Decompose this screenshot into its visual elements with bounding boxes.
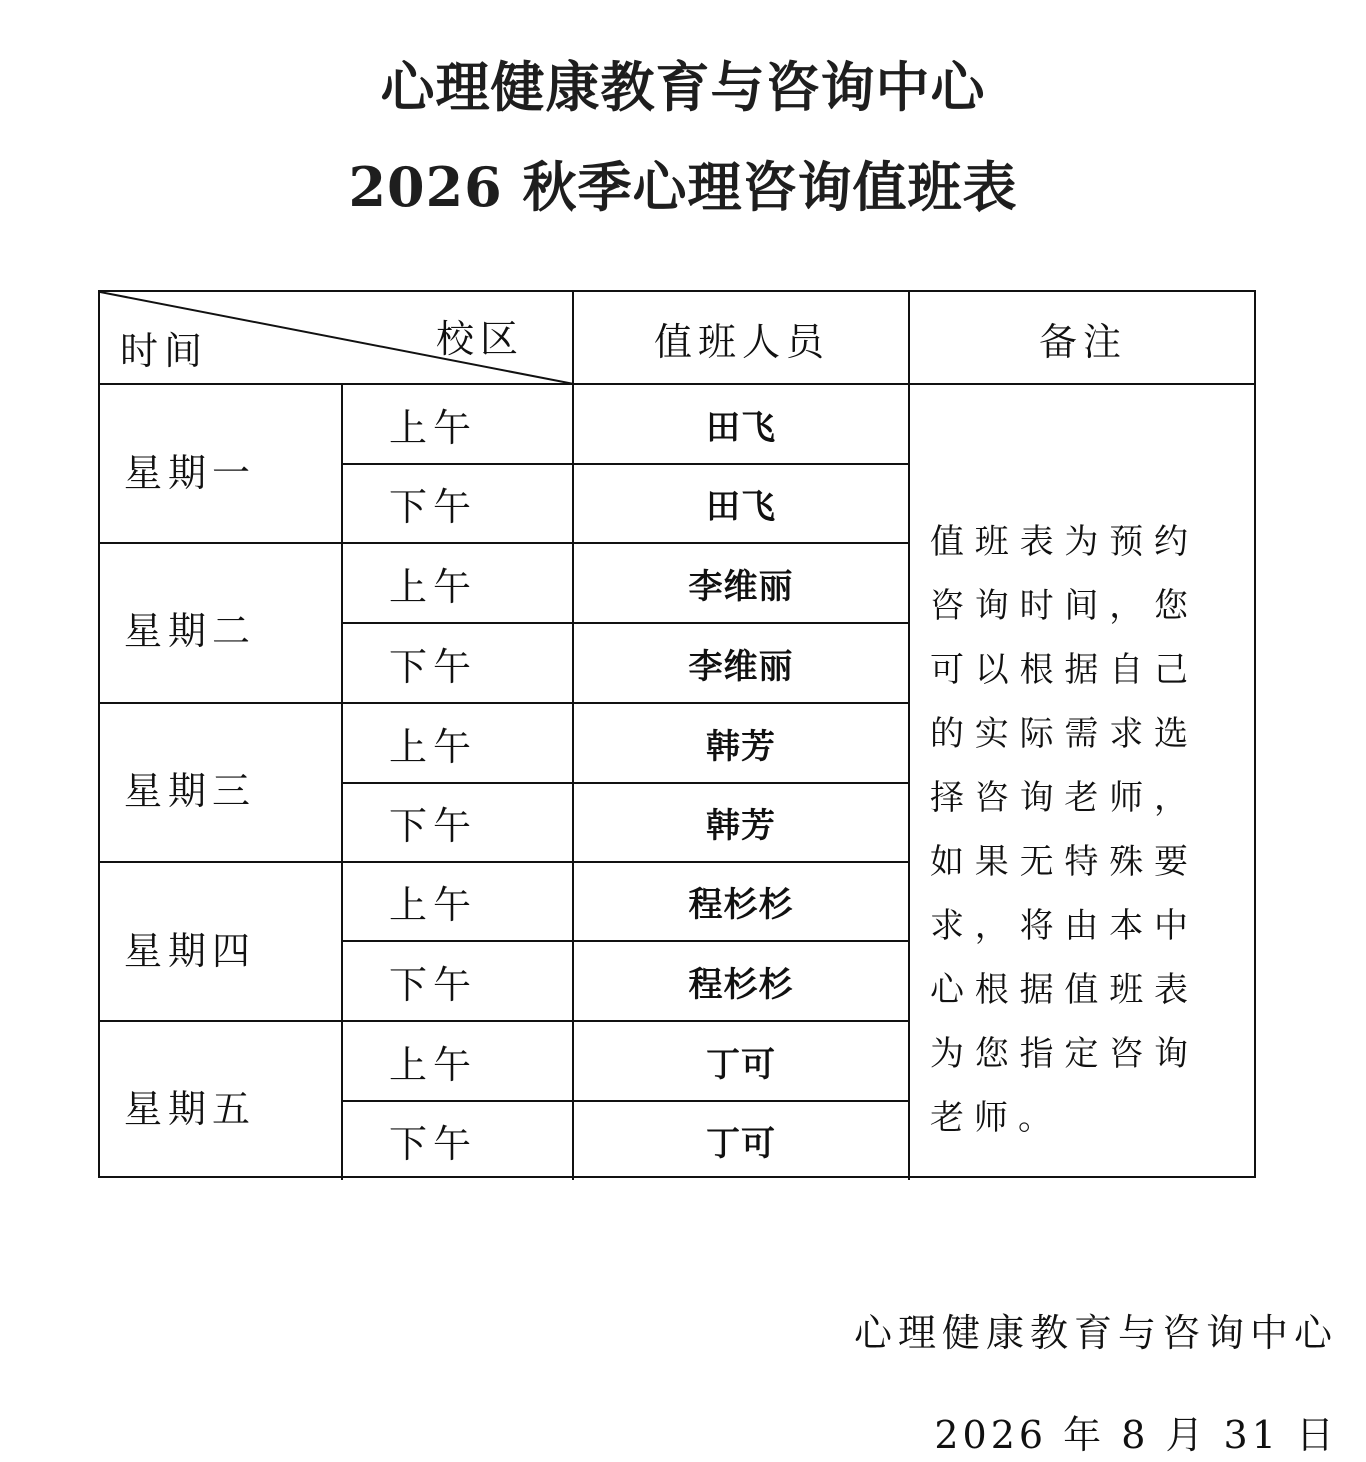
duty-schedule-table: [98, 290, 1256, 1178]
signature-organization: 心理健康教育与咨询中心: [853, 1311, 1338, 1355]
period-label: 上午: [389, 564, 478, 609]
staff-name: 程杉杉: [688, 885, 794, 925]
staff-name: 韩芳: [706, 806, 776, 846]
day-label: 星期五: [124, 1087, 257, 1131]
period-label: 上午: [389, 724, 478, 769]
staff-name: 程杉杉: [688, 964, 794, 1005]
period-label: 下午: [389, 484, 478, 529]
day-label: 星期四: [124, 929, 257, 973]
period-label: 下午: [389, 1121, 478, 1166]
grid-line: [908, 292, 910, 1180]
header-staff: 值班人员: [653, 319, 830, 364]
staff-name: 丁可: [706, 1123, 776, 1164]
header-notes: 备注: [1038, 319, 1127, 364]
staff-name: 田飞: [706, 407, 776, 448]
staff-name: 李维丽: [688, 566, 794, 607]
day-label: 星期一: [124, 451, 257, 495]
period-label: 下午: [389, 962, 478, 1007]
header-corner-col-label: 校区: [436, 317, 525, 361]
staff-name: 田飞: [706, 486, 776, 527]
period-label: 上午: [389, 883, 478, 927]
header-corner-row-label: 时间: [120, 329, 209, 373]
staff-name: 韩芳: [706, 726, 776, 767]
staff-name: 丁可: [706, 1044, 776, 1085]
day-label: 星期三: [124, 769, 257, 813]
staff-name: 李维丽: [688, 646, 794, 687]
document-subtitle: 2026 秋季心理咨询值班表: [348, 155, 1018, 219]
signature-date: 2026 年 8 月 31 日: [934, 1413, 1338, 1457]
period-label: 下午: [389, 644, 478, 689]
period-label: 下午: [389, 804, 478, 848]
document-title: 心理健康教育与咨询中心: [380, 55, 986, 119]
notes-content: 值班表为预约咨询时间，您可以根据自己的实际需求选择咨询老师，如果无特殊要求，将由本中心根据值班表为您指定咨询老师。: [930, 522, 1198, 1138]
period-label: 上午: [389, 405, 478, 450]
period-label: 上午: [389, 1042, 478, 1087]
day-label: 星期二: [124, 609, 257, 653]
